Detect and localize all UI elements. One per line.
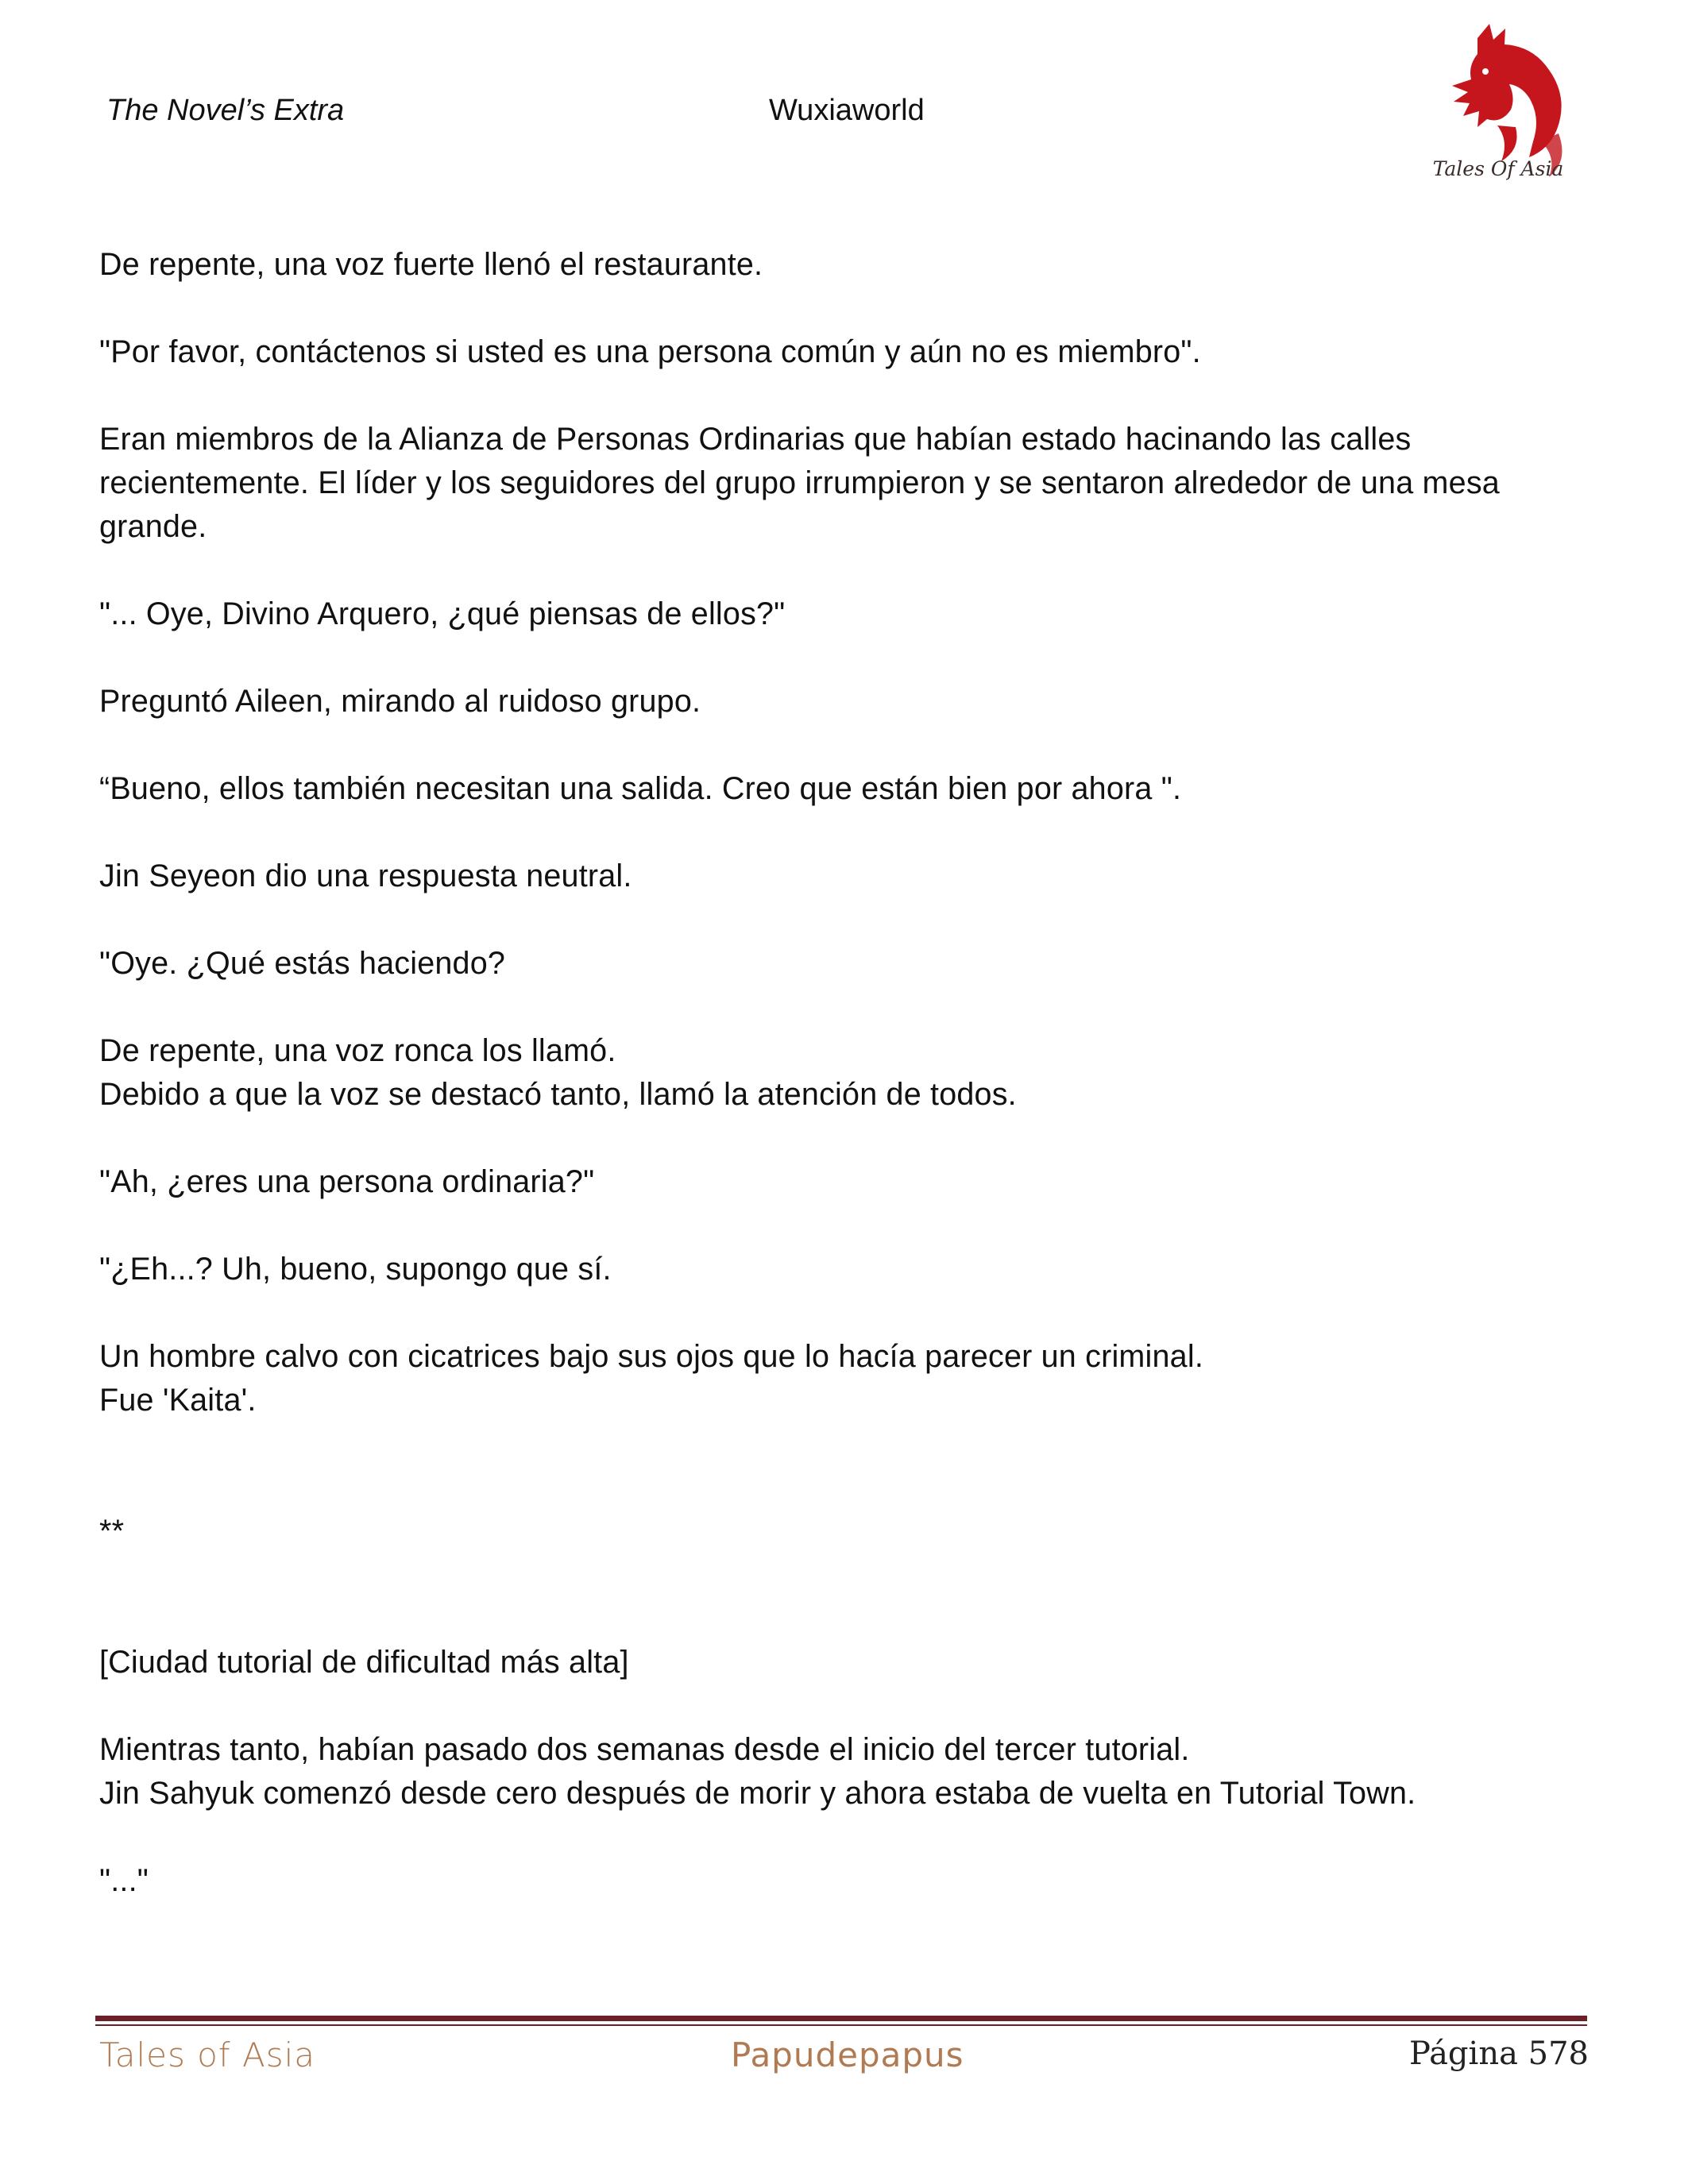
text-line: De repente, una voz fuerte llenó el restaurante. <box>99 247 763 282</box>
page-number: Página 578 <box>1408 2035 1589 2072</box>
header-site-name: Wuxiaworld <box>769 94 925 127</box>
footer-translator: Papudepapus <box>731 2035 964 2074</box>
text-line: De repente, una voz ronca los llamó. <box>99 1033 616 1068</box>
paragraph <box>99 1728 1577 1815</box>
text-line: "... Oye, Divino Arquero, ¿qué piensas de ellos?" <box>99 596 786 631</box>
text-line: Fue 'Kaita'. <box>99 1383 257 1418</box>
text-line: "Por favor, contáctenos si usted es una persona común y aún no es miembro". <box>99 334 1201 369</box>
text-line: grande. <box>99 509 207 544</box>
paragraph <box>99 1510 1577 1553</box>
paragraph <box>99 767 1577 811</box>
text-line: [Ciudad tutorial de dificultad más alta] <box>99 1645 629 1680</box>
text-line: Debido a que la voz se destacó tanto, llamó la atención de todos. <box>99 1077 1017 1112</box>
header-novel-title: The Novel’s Extra <box>106 94 345 127</box>
paragraph <box>99 1160 1577 1204</box>
text-line: "Oye. ¿Qué estás haciendo? <box>99 946 506 981</box>
chapter-body <box>99 243 1577 1903</box>
footer-divider-thin <box>95 2024 1587 2026</box>
text-line: Jin Seyeon dio una respuesta neutral. <box>99 859 632 893</box>
text-line: “Bueno, ellos también necesitan una salida. Creo que están bien por ahora ". <box>99 771 1182 806</box>
text-line: ** <box>99 1514 125 1549</box>
paragraph <box>99 330 1577 374</box>
text-line: Mientras tanto, habían pasado dos semanas desde el inicio del tercer tutorial. <box>99 1732 1190 1767</box>
paragraph <box>99 855 1577 898</box>
paragraph <box>99 592 1577 636</box>
paragraph <box>99 680 1577 723</box>
paragraph <box>99 243 1577 287</box>
paragraph <box>99 1641 1577 1684</box>
text-line: "..." <box>99 1863 149 1898</box>
paragraph <box>99 418 1577 549</box>
text-line: Un hombre calvo con cicatrices bajo sus ojos que lo hacía parecer un criminal. <box>99 1339 1203 1374</box>
footer-brand: Tales of Asia <box>99 2035 316 2074</box>
paragraph <box>99 1335 1577 1422</box>
text-line: Eran miembros de la Alianza de Personas Ordinarias que habían estado hacinando las calles <box>99 422 1412 457</box>
text-line: "¿Eh...? Uh, bueno, supongo que sí. <box>99 1252 612 1287</box>
footer-divider <box>95 2016 1587 2021</box>
logo-wordmark: Tales Of Asia <box>1432 157 1564 180</box>
paragraph <box>99 1248 1577 1291</box>
text-line: "Ah, ¿eres una persona ordinaria?" <box>99 1164 595 1199</box>
text-line: Preguntó Aileen, mirando al ruidoso grupo. <box>99 684 701 719</box>
paragraph <box>99 942 1577 986</box>
paragraph <box>99 1029 1577 1117</box>
text-line: Jin Sahyuk comenzó desde cero después de morir y ahora estaba de vuelta en Tutorial Town. <box>99 1776 1416 1811</box>
paragraph <box>99 1859 1577 1903</box>
text-line: recientemente. El líder y los seguidores del grupo irrumpieron y se sentaron alrededor de una mesa <box>99 465 1500 500</box>
